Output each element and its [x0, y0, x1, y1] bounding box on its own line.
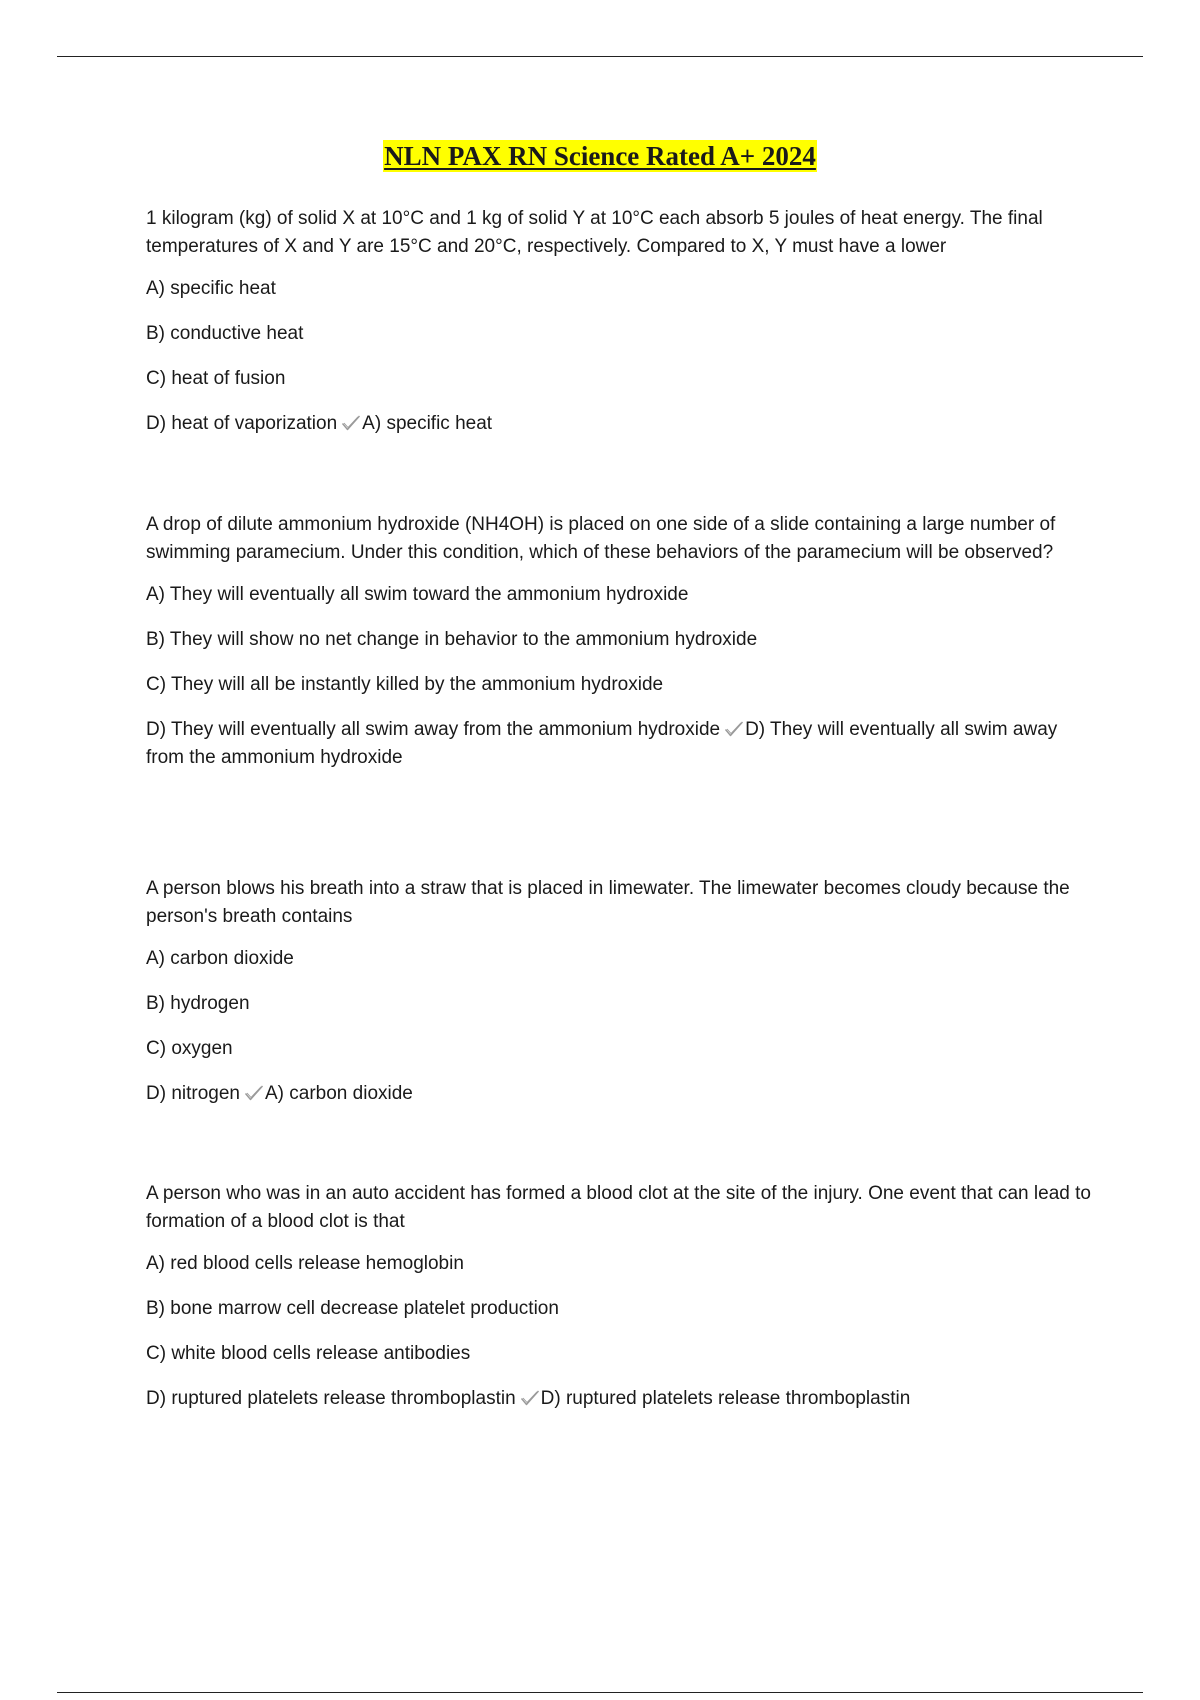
option-d-with-answer	[146, 716, 1091, 772]
option-d: D) ruptured platelets release thromboplastin	[146, 1388, 516, 1409]
option-a: A) red blood cells release hemoglobin	[146, 1253, 464, 1274]
option-c: C) white blood cells release antibodies	[146, 1343, 471, 1364]
question-block	[146, 511, 1091, 772]
question-block	[146, 875, 1091, 1108]
option-d-with-answer	[146, 1080, 1091, 1108]
header-rule	[57, 56, 1143, 57]
correct-answer: D) They will eventually all swim away from the ammonium hydroxide	[146, 719, 1058, 768]
page-title-wrapper	[0, 143, 1200, 170]
question-block	[146, 1180, 1091, 1413]
option-a: A) carbon dioxide	[146, 948, 294, 969]
option-d-with-answer	[146, 410, 1091, 438]
option-d: D) They will eventually all swim away from the ammonium hydroxide	[146, 719, 721, 740]
option-a: A) They will eventually all swim toward the ammonium hydroxide	[146, 584, 689, 605]
correct-answer: A) specific heat	[362, 413, 493, 434]
option-b: B) They will show no net change in behavior to the ammonium hydroxide	[146, 629, 758, 650]
question-text: A person blows his breath into a straw that is placed in limewater. The limewater becomes cloudy because the person's breath contains	[146, 878, 1070, 927]
option-c: C) heat of fusion	[146, 368, 286, 389]
correct-answer: A) carbon dioxide	[265, 1083, 413, 1104]
option-c: C) oxygen	[146, 1038, 233, 1059]
correct-answer: D) ruptured platelets release thromboplastin	[540, 1388, 911, 1409]
option-b: B) conductive heat	[146, 323, 304, 344]
option-a: A) specific heat	[146, 278, 276, 299]
option-d: D) heat of vaporization	[146, 413, 338, 434]
option-c: C) They will all be instantly killed by the ammonium hydroxide	[146, 674, 664, 695]
question-block	[146, 205, 1091, 438]
option-b: B) hydrogen	[146, 993, 250, 1014]
check-icon	[341, 414, 361, 432]
option-b: B) bone marrow cell decrease platelet production	[146, 1298, 559, 1319]
check-icon	[520, 1389, 540, 1407]
page-title: NLN PAX RN Science Rated A+ 2024	[384, 141, 816, 171]
question-text: A drop of dilute ammonium hydroxide (NH4OH) is placed on one side of a slide containing a large number of swimming paramecium. Under this condition, which of these behaviors of the paramecium will be observed?	[146, 514, 1056, 563]
option-d-with-answer	[146, 1385, 1091, 1413]
question-text: A person who was in an auto accident has formed a blood clot at the site of the injury. One event that can lead to formation of a blood clot is that	[146, 1183, 1091, 1232]
option-d: D) nitrogen	[146, 1083, 240, 1104]
question-text: 1 kilogram (kg) of solid X at 10°C and 1 kg of solid Y at 10°C each absorb 5 joules of heat energy. The final temperatures of X and Y are 15°C and 20°C, respectively. Compared to X, Y must have a lower	[146, 208, 1043, 257]
check-icon	[244, 1084, 264, 1102]
check-icon	[724, 720, 744, 738]
footer-rule	[57, 1692, 1143, 1693]
